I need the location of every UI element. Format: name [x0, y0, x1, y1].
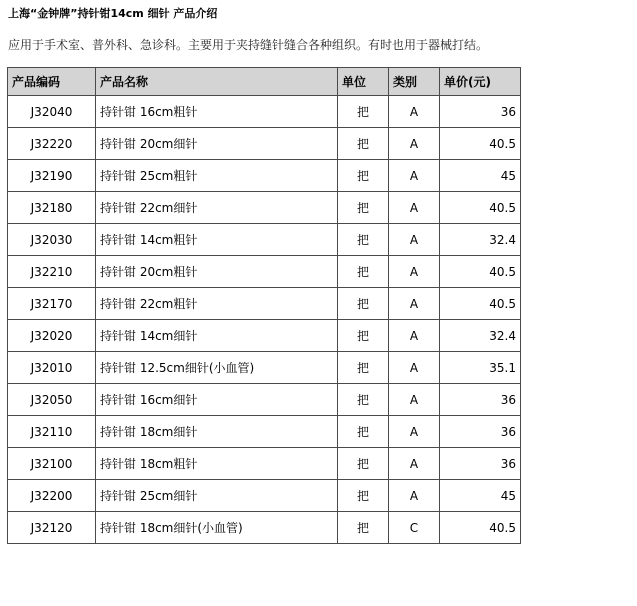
cell-name: 持针钳 12.5cm细针(小血管)	[96, 352, 338, 384]
cell-category: A	[389, 128, 440, 160]
cell-name: 持针钳 14cm细针	[96, 320, 338, 352]
cell-name: 持针钳 22cm细针	[96, 192, 338, 224]
cell-name: 持针钳 20cm细针	[96, 128, 338, 160]
cell-code: J32050	[8, 384, 96, 416]
table-row	[8, 288, 521, 320]
table-header-row	[8, 68, 521, 96]
cell-price: 32.4	[440, 224, 521, 256]
cell-category: C	[389, 512, 440, 544]
table-row	[8, 480, 521, 512]
cell-unit: 把	[338, 192, 389, 224]
table-row	[8, 256, 521, 288]
cell-code: J32220	[8, 128, 96, 160]
table-row	[8, 384, 521, 416]
cell-unit: 把	[338, 96, 389, 128]
cell-unit: 把	[338, 160, 389, 192]
cell-code: J32210	[8, 256, 96, 288]
cell-unit: 把	[338, 512, 389, 544]
cell-price: 40.5	[440, 512, 521, 544]
cell-category: A	[389, 96, 440, 128]
header-category: 类别	[389, 68, 440, 96]
header-code: 产品编码	[8, 68, 96, 96]
cell-name: 持针钳 20cm粗针	[96, 256, 338, 288]
intro-text: 应用于手术室、普外科、急诊科。主要用于夹持缝针缝合各种组织。有时也用于器械打结。	[8, 38, 489, 52]
cell-unit: 把	[338, 320, 389, 352]
cell-unit: 把	[338, 448, 389, 480]
table-row	[8, 96, 521, 128]
header-name: 产品名称	[96, 68, 338, 96]
cell-name: 持针钳 16cm细针	[96, 384, 338, 416]
cell-unit: 把	[338, 224, 389, 256]
cell-category: A	[389, 192, 440, 224]
page-title: 上海“金钟牌”持针钳14cm 细针 产品介绍	[8, 7, 218, 20]
cell-name: 持针钳 18cm粗针	[96, 448, 338, 480]
cell-category: A	[389, 224, 440, 256]
cell-name: 持针钳 14cm粗针	[96, 224, 338, 256]
cell-price: 40.5	[440, 256, 521, 288]
cell-code: J32180	[8, 192, 96, 224]
cell-price: 32.4	[440, 320, 521, 352]
cell-code: J32100	[8, 448, 96, 480]
cell-name: 持针钳 16cm粗针	[96, 96, 338, 128]
cell-price: 36	[440, 448, 521, 480]
cell-name: 持针钳 25cm细针	[96, 480, 338, 512]
cell-category: A	[389, 480, 440, 512]
cell-unit: 把	[338, 416, 389, 448]
cell-category: A	[389, 352, 440, 384]
cell-unit: 把	[338, 352, 389, 384]
table-body	[8, 96, 521, 544]
cell-name: 持针钳 18cm细针(小血管)	[96, 512, 338, 544]
cell-price: 40.5	[440, 192, 521, 224]
cell-name: 持针钳 25cm粗针	[96, 160, 338, 192]
cell-code: J32040	[8, 96, 96, 128]
cell-price: 45	[440, 480, 521, 512]
table-row	[8, 224, 521, 256]
cell-category: A	[389, 288, 440, 320]
cell-category: A	[389, 256, 440, 288]
cell-price: 36	[440, 96, 521, 128]
cell-name: 持针钳 18cm细针	[96, 416, 338, 448]
cell-unit: 把	[338, 288, 389, 320]
cell-price: 45	[440, 160, 521, 192]
cell-category: A	[389, 384, 440, 416]
cell-code: J32120	[8, 512, 96, 544]
table-row	[8, 352, 521, 384]
table-row	[8, 160, 521, 192]
cell-code: J32190	[8, 160, 96, 192]
header-unit: 单位	[338, 68, 389, 96]
cell-price: 35.1	[440, 352, 521, 384]
cell-price: 40.5	[440, 288, 521, 320]
cell-name: 持针钳 22cm粗针	[96, 288, 338, 320]
table-row	[8, 512, 521, 544]
table-row	[8, 192, 521, 224]
product-table	[7, 67, 521, 544]
cell-code: J32020	[8, 320, 96, 352]
header-price: 单价(元)	[440, 68, 521, 96]
cell-code: J32170	[8, 288, 96, 320]
cell-price: 40.5	[440, 128, 521, 160]
cell-category: A	[389, 320, 440, 352]
cell-code: J32110	[8, 416, 96, 448]
cell-unit: 把	[338, 480, 389, 512]
cell-category: A	[389, 448, 440, 480]
cell-unit: 把	[338, 384, 389, 416]
cell-code: J32010	[8, 352, 96, 384]
table-row	[8, 320, 521, 352]
cell-code: J32030	[8, 224, 96, 256]
table-row	[8, 448, 521, 480]
table-row	[8, 416, 521, 448]
table-row	[8, 128, 521, 160]
cell-category: A	[389, 416, 440, 448]
cell-price: 36	[440, 416, 521, 448]
cell-unit: 把	[338, 128, 389, 160]
cell-unit: 把	[338, 256, 389, 288]
cell-code: J32200	[8, 480, 96, 512]
cell-category: A	[389, 160, 440, 192]
cell-price: 36	[440, 384, 521, 416]
